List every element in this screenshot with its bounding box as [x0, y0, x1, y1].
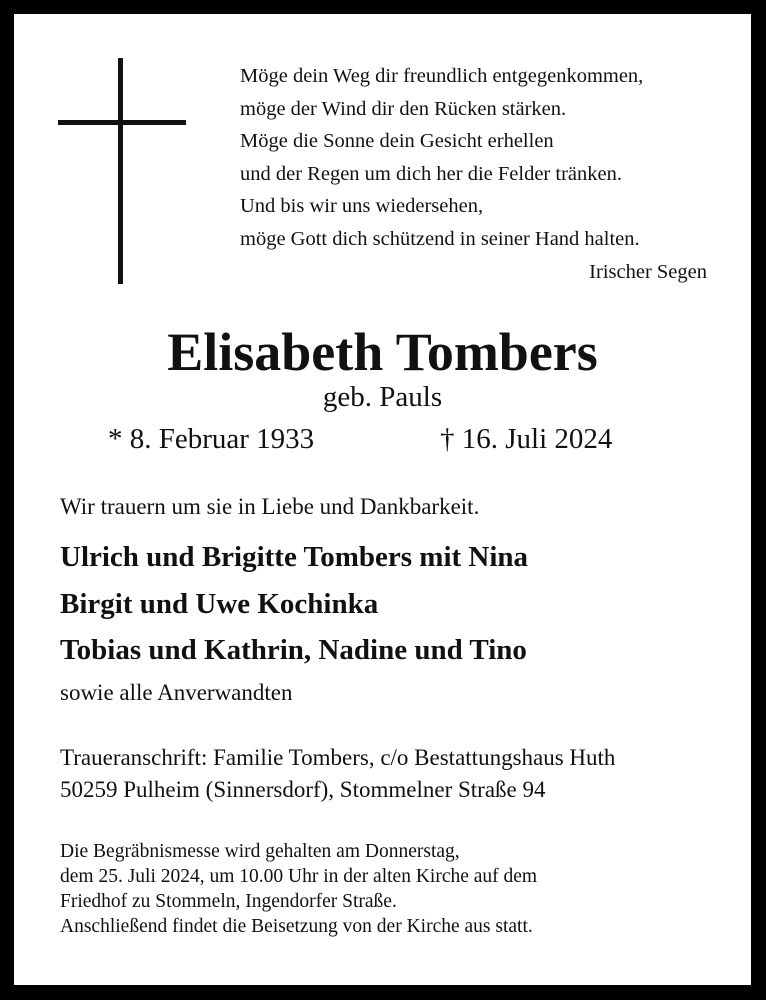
maiden-name: geb. Pauls: [322, 381, 443, 413]
mourning-text: Wir trauern um sie in Liebe und Dankbarkeit.: [60, 494, 480, 519]
address-line: Traueranschrift: Familie Tombers, c/o Bestattungshaus Huth: [60, 745, 616, 770]
relatives-text: sowie alle Anverwandten: [60, 680, 293, 705]
family-list: [60, 534, 528, 674]
poem: [240, 60, 643, 255]
cross-horizontal-bar: [58, 120, 186, 125]
service-line: Friedhof zu Stommeln, Ingendorfer Straße.: [60, 891, 397, 912]
family-member: Tobias und Kathrin, Nadine und Tino: [60, 634, 527, 666]
family-member: Birgit und Uwe Kochinka: [60, 587, 379, 620]
mourning-address: [60, 742, 615, 806]
poem-line: möge Gott dich schützend in seiner Hand halten.: [240, 227, 640, 250]
cross-icon: [58, 58, 186, 284]
obituary-card: [14, 14, 751, 985]
poem-line: möge der Wind dir den Rücken stärken.: [240, 97, 567, 120]
deceased-name: Elisabeth Tombers: [167, 322, 598, 382]
poem-line: Möge die Sonne dein Gesicht erhellen: [240, 130, 554, 152]
address-line: 50259 Pulheim (Sinnersdorf), Stommelner Straße 94: [60, 777, 546, 802]
death-date: † 16. Juli 2024: [440, 423, 613, 455]
birth-date: * 8. Februar 1933: [108, 423, 315, 455]
poem-source: Irischer Segen: [589, 261, 707, 283]
poem-line: und der Regen um dich her die Felder tränken.: [240, 162, 622, 185]
poem-line: Und bis wir uns wiedersehen,: [240, 195, 484, 217]
service-line: Anschließend findet die Beisetzung von der Kirche aus statt.: [60, 916, 533, 937]
service-line: dem 25. Juli 2024, um 10.00 Uhr in der alten Kirche auf dem: [60, 866, 538, 887]
family-member: Ulrich und Brigitte Tombers mit Nina: [60, 541, 529, 573]
service-line: Die Begräbnismesse wird gehalten am Donnerstag,: [60, 841, 460, 862]
cross-vertical-bar: [118, 58, 123, 284]
service-info: [60, 839, 537, 939]
poem-line: Möge dein Weg dir freundlich entgegenkommen,: [240, 65, 644, 87]
